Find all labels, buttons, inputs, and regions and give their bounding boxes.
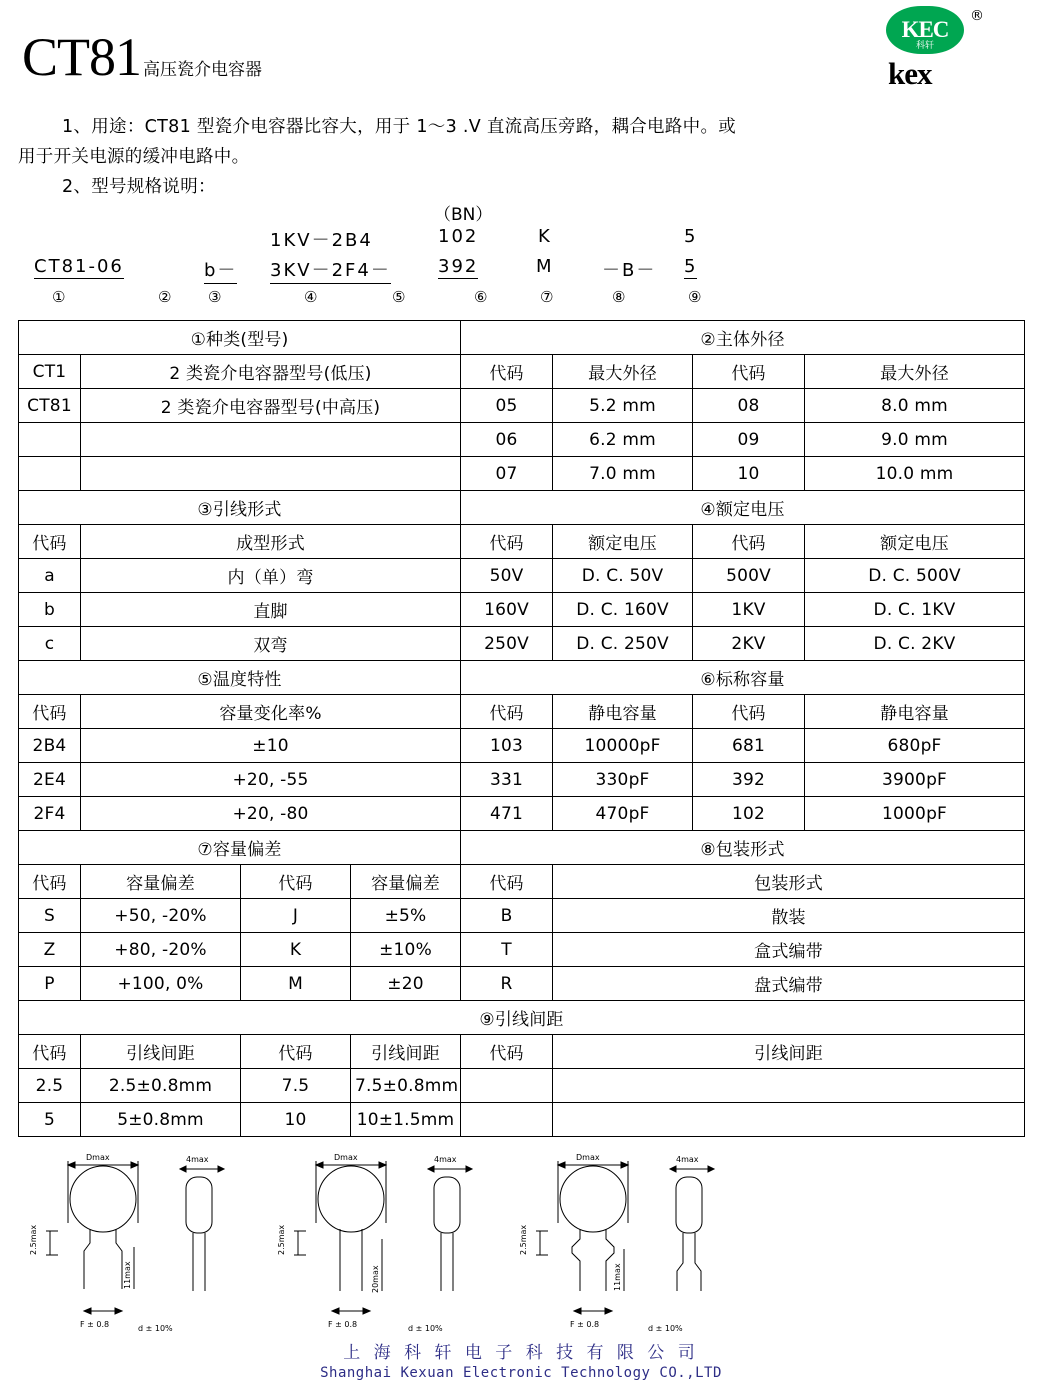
code-mid-5: －B－ xyxy=(602,260,657,281)
table-row xyxy=(19,525,1025,559)
s2-r2-c2: 10 xyxy=(693,457,805,491)
label-dmax-2: Dmax xyxy=(334,1153,358,1162)
s3-r2-c1: 双弯 xyxy=(81,627,461,661)
title-block xyxy=(22,27,263,87)
s6-r1-c3: 3900pF xyxy=(805,763,1025,797)
label-4max-3: 4max xyxy=(676,1155,699,1164)
code-mid-1: b－ xyxy=(204,256,237,284)
company-logo xyxy=(874,6,1014,98)
drawing-type-c-svg xyxy=(518,1143,818,1348)
table-row xyxy=(19,1069,1025,1103)
s7-r2-c1: +100, 0% xyxy=(81,967,241,1001)
s6-r1-c1: 330pF xyxy=(553,763,693,797)
label-4max-1: 4max xyxy=(186,1155,209,1164)
s7-r0-c1: +50, -20% xyxy=(81,899,241,933)
s2-r2-c0: 07 xyxy=(461,457,553,491)
s4-r2-c0: 250V xyxy=(461,627,553,661)
s8-h0: 代码 xyxy=(461,865,553,899)
s1-r3-c0 xyxy=(19,457,81,491)
s9-rr1-c1 xyxy=(553,1103,1025,1137)
label-2.5max-3: 2.5max xyxy=(519,1224,528,1255)
s7-h3: 容量偏差 xyxy=(351,865,461,899)
section-title-6: ⑥标称容量 xyxy=(461,661,1025,695)
label-4max-2: 4max xyxy=(434,1155,457,1164)
s9-r0-c3: 7.5±0.8mm xyxy=(351,1069,461,1103)
s9-r1-c0: 5 xyxy=(19,1103,81,1137)
logo-wordmark: kex xyxy=(888,56,932,91)
s9-h1: 引线间距 xyxy=(81,1035,241,1069)
table-row xyxy=(19,1035,1025,1069)
code-marker-8: ⑧ xyxy=(612,288,626,306)
label-d10-2: d ± 10% xyxy=(408,1324,443,1333)
s4-h2: 代码 xyxy=(693,525,805,559)
table-row xyxy=(19,865,1025,899)
s2-r0-c3: 8.0 mm xyxy=(805,389,1025,423)
drawing-type-c xyxy=(518,1143,818,1348)
s4-r0-c1: D. C. 50V xyxy=(553,559,693,593)
s2-h2: 代码 xyxy=(693,355,805,389)
s4-r0-c0: 50V xyxy=(461,559,553,593)
intro-line-3: 2、型号规格说明： xyxy=(62,177,216,197)
s6-r1-c2: 392 xyxy=(693,763,805,797)
outline-drawings xyxy=(18,1143,1024,1353)
s9-rr0-c0 xyxy=(461,1069,553,1103)
table-row xyxy=(19,899,1025,933)
footer-company-en: Shanghai Kexuan Electronic Technology CO.,LTD xyxy=(320,1365,722,1381)
s9-h3: 引线间距 xyxy=(351,1035,461,1069)
label-f08-3: F ± 0.8 xyxy=(570,1320,600,1329)
s7-r1-c0: Z xyxy=(19,933,81,967)
s3-r0-c1: 内（单）弯 xyxy=(81,559,461,593)
table-row xyxy=(19,763,1025,797)
s2-r2-c3: 10.0 mm xyxy=(805,457,1025,491)
s5-r0-c0: 2B4 xyxy=(19,729,81,763)
s4-h3: 额定电压 xyxy=(805,525,1025,559)
s2-r1-c2: 09 xyxy=(693,423,805,457)
s1-r0-c1: 2 类瓷介电容器型号(低压) xyxy=(81,355,461,389)
s7-h1: 容量偏差 xyxy=(81,865,241,899)
s9-h0: 代码 xyxy=(19,1035,81,1069)
code-top-3: 5 xyxy=(684,226,698,247)
s4-h1: 额定电压 xyxy=(553,525,693,559)
s6-h1: 静电容量 xyxy=(553,695,693,729)
s9-rr1-c0 xyxy=(461,1103,553,1137)
code-marker-4: ④ xyxy=(304,288,318,306)
code-mid-2: 3KV－2F4－ xyxy=(270,256,391,284)
s7-h0: 代码 xyxy=(19,865,81,899)
code-mid-3: 392 xyxy=(438,256,479,277)
s5-r2-c0: 2F4 xyxy=(19,797,81,831)
s5-r1-c0: 2E4 xyxy=(19,763,81,797)
s9-hr1: 引线间距 xyxy=(553,1035,1025,1069)
s7-r1-c2: K xyxy=(241,933,351,967)
logo-badge-text: KEC xyxy=(901,17,949,42)
section-title-8: ⑧包装形式 xyxy=(461,831,1025,865)
s9-r0-c2: 7.5 xyxy=(241,1069,351,1103)
page-footer xyxy=(0,1338,1042,1381)
s9-r0-c0: 2.5 xyxy=(19,1069,81,1103)
section-title-9: ⑨引线间距 xyxy=(19,1001,1025,1035)
table-row xyxy=(19,933,1025,967)
code-marker-6: ⑥ xyxy=(474,288,488,306)
s6-r2-c2: 102 xyxy=(693,797,805,831)
part-number-breakdown xyxy=(18,200,1024,318)
table-row xyxy=(19,831,1025,865)
table-row xyxy=(19,967,1025,1001)
table-row xyxy=(19,627,1025,661)
intro-text xyxy=(18,112,1024,202)
s9-rr0-c1 xyxy=(553,1069,1025,1103)
s4-h0: 代码 xyxy=(461,525,553,559)
s8-r1-c1: 盒式编带 xyxy=(553,933,1025,967)
table-row xyxy=(19,457,1025,491)
s5-r0-c1: ±10 xyxy=(81,729,461,763)
s1-r3-c1 xyxy=(81,457,461,491)
s6-r0-c3: 680pF xyxy=(805,729,1025,763)
s6-h0: 代码 xyxy=(461,695,553,729)
page-subtitle: 高压瓷介电容器 xyxy=(143,60,263,80)
s2-r0-c0: 05 xyxy=(461,389,553,423)
code-top-1: 102 xyxy=(438,226,479,247)
s6-h3: 静电容量 xyxy=(805,695,1025,729)
registered-trademark-icon: ® xyxy=(970,8,984,24)
s5-r1-c1: +20, -55 xyxy=(81,763,461,797)
s1-r1-c0: CT81 xyxy=(19,389,81,423)
s2-h3: 最大外径 xyxy=(805,355,1025,389)
code-marker-9: ⑨ xyxy=(688,288,702,306)
s6-r1-c0: 331 xyxy=(461,763,553,797)
s1-r1-c1: 2 类瓷介电容器型号(中高压) xyxy=(81,389,461,423)
s7-r1-c3: ±10% xyxy=(351,933,461,967)
s3-r0-c0: a xyxy=(19,559,81,593)
section-title-1: ①种类(型号) xyxy=(19,321,461,355)
code-marker-7: ⑦ xyxy=(540,288,554,306)
code-top-2: K xyxy=(538,226,552,247)
s8-r2-c0: R xyxy=(461,967,553,1001)
s7-r0-c2: J xyxy=(241,899,351,933)
label-dmax-1: Dmax xyxy=(86,1153,110,1162)
code-marker-5: ⑤ xyxy=(392,288,406,306)
s6-r2-c3: 1000pF xyxy=(805,797,1025,831)
s2-r1-c1: 6.2 mm xyxy=(553,423,693,457)
s8-r2-c1: 盘式编带 xyxy=(553,967,1025,1001)
label-f08-1: F ± 0.8 xyxy=(80,1320,110,1329)
table-row xyxy=(19,389,1025,423)
s1-r2-c1 xyxy=(81,423,461,457)
intro-line-1: 1、用途：CT81 型瓷介电容器比容大，用于 1～3 .V 直流高压旁路，耦合电路中。或 xyxy=(62,117,737,137)
table-row xyxy=(19,559,1025,593)
logo-badge-cn: 科轩 xyxy=(915,41,934,51)
s9-r0-c1: 2.5±0.8mm xyxy=(81,1069,241,1103)
page-title: CT81 xyxy=(22,27,142,87)
table-row xyxy=(19,1103,1025,1137)
label-20max-2: 20max xyxy=(371,1265,380,1293)
s3-h0: 代码 xyxy=(19,525,81,559)
s7-r2-c2: M xyxy=(241,967,351,1001)
s4-r1-c1: D. C. 160V xyxy=(553,593,693,627)
table-row xyxy=(19,1001,1025,1035)
bn-label: （BN） xyxy=(434,205,493,225)
s7-r0-c0: S xyxy=(19,899,81,933)
spec-table xyxy=(18,320,1025,1137)
s8-r0-c0: B xyxy=(461,899,553,933)
table-row xyxy=(19,593,1025,627)
code-marker-3: ③ xyxy=(208,288,222,306)
code-mid-0: CT81-06 xyxy=(34,256,124,277)
s5-r2-c1: +20, -80 xyxy=(81,797,461,831)
s3-r2-c0: c xyxy=(19,627,81,661)
s6-r0-c1: 10000pF xyxy=(553,729,693,763)
label-f08-2: F ± 0.8 xyxy=(328,1320,358,1329)
s4-r2-c1: D. C. 250V xyxy=(553,627,693,661)
s1-r2-c0 xyxy=(19,423,81,457)
code-mid-4: M xyxy=(536,256,554,277)
label-dmax-3: Dmax xyxy=(576,1153,600,1162)
table-row xyxy=(19,695,1025,729)
page-header xyxy=(18,0,1024,110)
s7-h2: 代码 xyxy=(241,865,351,899)
s4-r0-c2: 500V xyxy=(693,559,805,593)
s7-r2-c0: P xyxy=(19,967,81,1001)
s2-r2-c1: 7.0 mm xyxy=(553,457,693,491)
s5-h1: 容量变化率% xyxy=(81,695,461,729)
label-d10-3: d ± 10% xyxy=(648,1324,683,1333)
s4-r1-c0: 160V xyxy=(461,593,553,627)
s1-r0-c0: CT1 xyxy=(19,355,81,389)
s9-r1-c1: 5±0.8mm xyxy=(81,1103,241,1137)
s7-r1-c1: +80, -20% xyxy=(81,933,241,967)
s8-r0-c1: 散装 xyxy=(553,899,1025,933)
s5-h0: 代码 xyxy=(19,695,81,729)
s9-r1-c2: 10 xyxy=(241,1103,351,1137)
code-marker-2: ② xyxy=(158,288,172,306)
s6-r2-c1: 470pF xyxy=(553,797,693,831)
s2-h0: 代码 xyxy=(461,355,553,389)
table-row xyxy=(19,661,1025,695)
section-title-5: ⑤温度特性 xyxy=(19,661,461,695)
s6-r2-c0: 471 xyxy=(461,797,553,831)
code-mid-6: 5 xyxy=(684,256,698,277)
intro-line-2: 用于开关电源的缓冲电路中。 xyxy=(18,147,250,167)
section-title-4: ④额定电压 xyxy=(461,491,1025,525)
footer-company-cn: 上 海 科 轩 电 子 科 技 有 限 公 司 xyxy=(343,1343,699,1363)
s4-r0-c3: D. C. 500V xyxy=(805,559,1025,593)
s7-r2-c3: ±20 xyxy=(351,967,461,1001)
section-title-7: ⑦容量偏差 xyxy=(19,831,461,865)
s2-r0-c1: 5.2 mm xyxy=(553,389,693,423)
s4-r2-c3: D. C. 2KV xyxy=(805,627,1025,661)
s2-r1-c0: 06 xyxy=(461,423,553,457)
s6-r0-c0: 103 xyxy=(461,729,553,763)
s8-r1-c0: T xyxy=(461,933,553,967)
s8-h1: 包装形式 xyxy=(553,865,1025,899)
s9-r1-c3: 10±1.5mm xyxy=(351,1103,461,1137)
label-2.5max-2: 2.5max xyxy=(277,1224,286,1255)
table-row xyxy=(19,321,1025,355)
label-2.5max-1: 2.5max xyxy=(29,1224,38,1255)
s2-h1: 最大外径 xyxy=(553,355,693,389)
s6-r0-c2: 681 xyxy=(693,729,805,763)
s9-h2: 代码 xyxy=(241,1035,351,1069)
s3-r1-c1: 直脚 xyxy=(81,593,461,627)
code-top-0: 1KV－2B4 xyxy=(270,230,373,251)
section-title-3: ③引线形式 xyxy=(19,491,461,525)
table-row xyxy=(19,355,1025,389)
s9-hr0: 代码 xyxy=(461,1035,553,1069)
table-row xyxy=(19,729,1025,763)
section-title-2: ②主体外径 xyxy=(461,321,1025,355)
table-row xyxy=(19,423,1025,457)
label-11max-1: 11max xyxy=(123,1261,132,1289)
s4-r1-c2: 1KV xyxy=(693,593,805,627)
label-11max-3: 11max xyxy=(613,1263,622,1291)
s4-r1-c3: D. C. 1KV xyxy=(805,593,1025,627)
s3-h1: 成型形式 xyxy=(81,525,461,559)
s2-r0-c2: 08 xyxy=(693,389,805,423)
s4-r2-c2: 2KV xyxy=(693,627,805,661)
logo-badge-icon xyxy=(886,6,964,54)
s6-h2: 代码 xyxy=(693,695,805,729)
table-row xyxy=(19,797,1025,831)
code-marker-1: ① xyxy=(52,288,66,306)
s2-r1-c3: 9.0 mm xyxy=(805,423,1025,457)
s3-r1-c0: b xyxy=(19,593,81,627)
s7-r0-c3: ±5% xyxy=(351,899,461,933)
label-d10-1: d ± 10% xyxy=(138,1324,173,1333)
table-row xyxy=(19,491,1025,525)
